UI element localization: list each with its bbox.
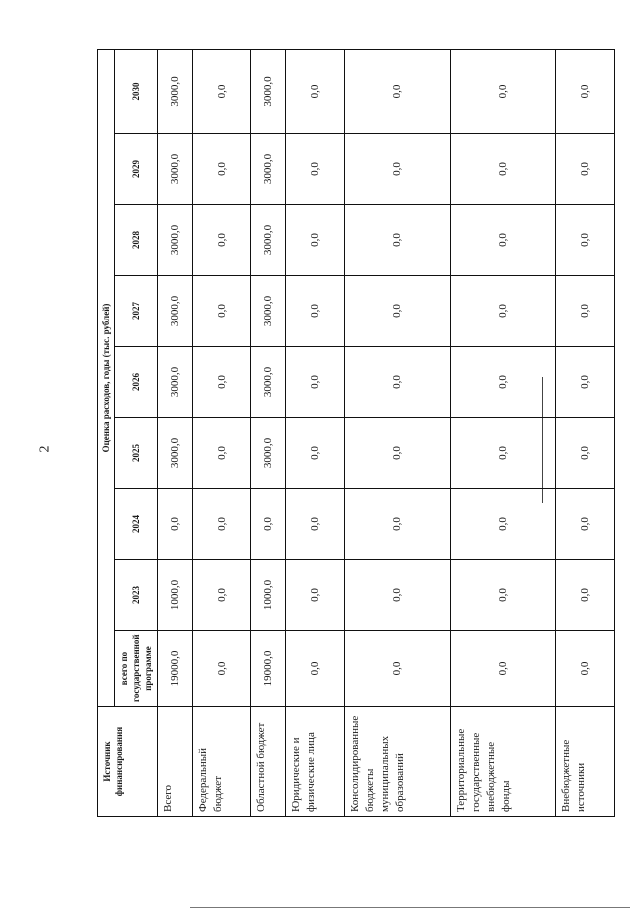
value-cell: 3000,0: [158, 418, 193, 489]
value-cell: 0,0: [286, 489, 345, 560]
estimate-caption: Оценка расходов, годы (тыс. рублей): [98, 50, 115, 707]
value-cell: 0,0: [450, 347, 556, 418]
table-row: [556, 50, 615, 817]
value-cell: 0,0: [344, 50, 450, 134]
value-cell: 0,0: [286, 560, 345, 631]
funding-table-wrapper: [97, 60, 615, 817]
value-cell: 0,0: [450, 134, 556, 205]
source-column-header: Источник финансирования: [98, 707, 158, 817]
value-cell: 0,0: [450, 489, 556, 560]
value-cell: 3000,0: [251, 134, 286, 205]
source-cell: Внебюджетные источники: [556, 707, 615, 817]
value-cell: 0,0: [450, 418, 556, 489]
value-cell: 3000,0: [251, 418, 286, 489]
value-cell: 0,0: [344, 560, 450, 631]
table-row: [344, 50, 450, 817]
value-cell: 0,0: [556, 418, 615, 489]
value-cell: 0,0: [192, 418, 251, 489]
source-cell: Всего: [158, 707, 193, 817]
total-cell: 19000,0: [158, 631, 193, 707]
value-cell: 0,0: [192, 205, 251, 276]
value-cell: 0,0: [344, 489, 450, 560]
value-cell: 0,0: [251, 489, 286, 560]
value-cell: 0,0: [344, 276, 450, 347]
source-cell: Областной бюджет: [251, 707, 286, 817]
year-header: 2030: [115, 50, 158, 134]
value-cell: 0,0: [286, 276, 345, 347]
value-cell: 0,0: [344, 347, 450, 418]
source-cell: Консолидированные бюджеты муниципальных образований: [344, 707, 450, 817]
total-cell: 0,0: [450, 631, 556, 707]
source-cell: Федеральный бюджет: [192, 707, 251, 817]
value-cell: 3000,0: [158, 347, 193, 418]
value-cell: 3000,0: [251, 276, 286, 347]
footer-line: [190, 907, 630, 908]
value-cell: 0,0: [192, 560, 251, 631]
table-row: [286, 50, 345, 817]
value-cell: 0,0: [286, 418, 345, 489]
total-cell: 0,0: [556, 631, 615, 707]
value-cell: 0,0: [450, 276, 556, 347]
header-row-1: [98, 50, 115, 817]
source-cell: Территориальные государственные внебюджетные фонды: [450, 707, 556, 817]
value-cell: 0,0: [192, 347, 251, 418]
value-cell: 1000,0: [158, 560, 193, 631]
table-row: [192, 50, 251, 817]
value-cell: 0,0: [286, 134, 345, 205]
page-number: 2: [37, 445, 53, 453]
value-cell: 0,0: [158, 489, 193, 560]
value-cell: 0,0: [344, 134, 450, 205]
year-header: 2026: [115, 347, 158, 418]
value-cell: 3000,0: [158, 134, 193, 205]
total-cell: 0,0: [286, 631, 345, 707]
value-cell: 0,0: [556, 134, 615, 205]
value-cell: 3000,0: [158, 50, 193, 134]
total-cell: 0,0: [192, 631, 251, 707]
value-cell: 3000,0: [251, 205, 286, 276]
value-cell: 0,0: [286, 347, 345, 418]
value-cell: 0,0: [556, 560, 615, 631]
table-row: [158, 50, 193, 817]
year-header: 2024: [115, 489, 158, 560]
value-cell: 0,0: [556, 205, 615, 276]
value-cell: 3000,0: [251, 50, 286, 134]
value-cell: 0,0: [286, 50, 345, 134]
header-row-2: [115, 50, 158, 817]
value-cell: 0,0: [286, 205, 345, 276]
table-row: [251, 50, 286, 817]
year-header: 2029: [115, 134, 158, 205]
value-cell: 0,0: [450, 50, 556, 134]
value-cell: 0,0: [556, 347, 615, 418]
value-cell: 0,0: [450, 560, 556, 631]
value-cell: 3000,0: [158, 276, 193, 347]
value-cell: 0,0: [344, 205, 450, 276]
year-header: 2027: [115, 276, 158, 347]
value-cell: 3000,0: [158, 205, 193, 276]
value-cell: 0,0: [556, 276, 615, 347]
total-column-header: всего по государственной программе: [115, 631, 158, 707]
year-header: 2028: [115, 205, 158, 276]
total-cell: 0,0: [344, 631, 450, 707]
value-cell: 0,0: [192, 50, 251, 134]
table-row: [450, 50, 556, 817]
value-cell: 3000,0: [251, 347, 286, 418]
value-cell: 0,0: [556, 489, 615, 560]
value-cell: 0,0: [192, 134, 251, 205]
value-cell: 0,0: [450, 205, 556, 276]
total-cell: 19000,0: [251, 631, 286, 707]
source-cell: Юридические и физические лица: [286, 707, 345, 817]
funding-table: [97, 49, 615, 817]
year-header: 2023: [115, 560, 158, 631]
value-cell: 0,0: [344, 418, 450, 489]
value-cell: 0,0: [192, 489, 251, 560]
year-header: 2025: [115, 418, 158, 489]
value-cell: 1000,0: [251, 560, 286, 631]
value-cell: 0,0: [192, 276, 251, 347]
value-cell: 0,0: [556, 50, 615, 134]
